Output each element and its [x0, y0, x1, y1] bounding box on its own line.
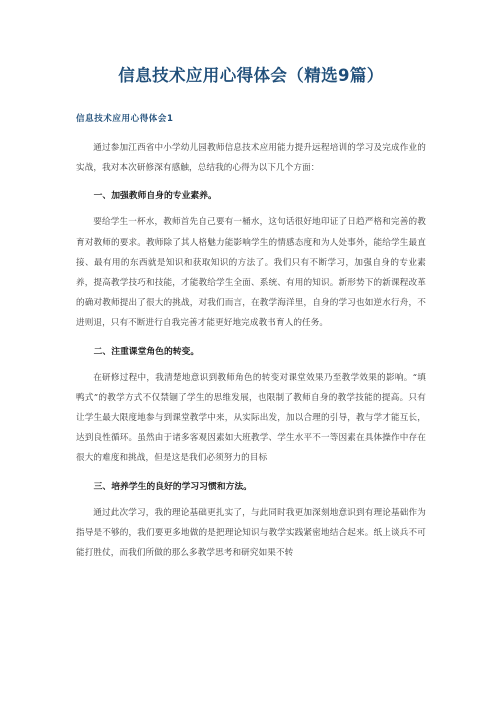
section-2-paragraph: 在研修过程中，我清楚地意识到教师角色的转变对课堂效果乃至教学效果的影响。“填鸭式”的教学方式不仅禁锢了学生的思维发展，也限制了教师自身的教学技能的提高。只有让学生最大限度地参与到课堂教学中来，从实际出发，加以合理的引导，教与学才能互长，达到良性循环。虽然由于诸多客观因素如大班教学、学生水平不一等因素在具体操作中存在很大的难度和挑战，但是这是我们必须努力的目标 [76, 372, 426, 464]
intro-paragraph: 通过参加江西省中小学幼儿园教师信息技术应用能力提升远程培训的学习及完成作业的实战，我对本次研修深有感触，总结我的心得为以下几个方面： [76, 143, 426, 174]
article-subtitle: 信息技术应用心得体会1 [76, 114, 174, 124]
document-title: 信息技术应用心得体会（精选9篇） [118, 66, 384, 85]
section-2-heading: 二、注重课堂角色的转变。 [93, 346, 200, 357]
section-3-paragraph: 通过此次学习，我的理论基础更扎实了，与此同时我更加深刻地意识到有理论基础作为指导是不够的，我们要更多地做的是把理论知识与教学实践紧密地结合起来。纸上谈兵不可能打胜仗，而我们所做的那么多教学思考和研究如果不转 [76, 507, 426, 559]
section-3-heading: 三、培养学生的良好的学习习惯和方法。 [93, 481, 252, 492]
section-1-heading: 一、加强教师自身的专业素养。 [93, 191, 217, 202]
section-1-paragraph: 要给学生一杯水，教师首先自己要有一桶水，这句话很好地印证了日趋严格和完善的教育对教师的要求。教师除了其人格魅力能影响学生的情感态度和为人处事外，能给学生最直接、最有用的东西就是知识和获取知识的方法了。我们只有不断学习，加强自身的专业素养，提高教学技巧和技能，才能教给学生全面、系统、有用的知识。新形势下的新课程改革的确对教师提出了很大的挑战，对我们而言，在教学海洋里，自身的学习也如逆水行舟，不进则退，只有不断进行自我完善才能更好地完成教书育人的任务。 [76, 217, 426, 329]
